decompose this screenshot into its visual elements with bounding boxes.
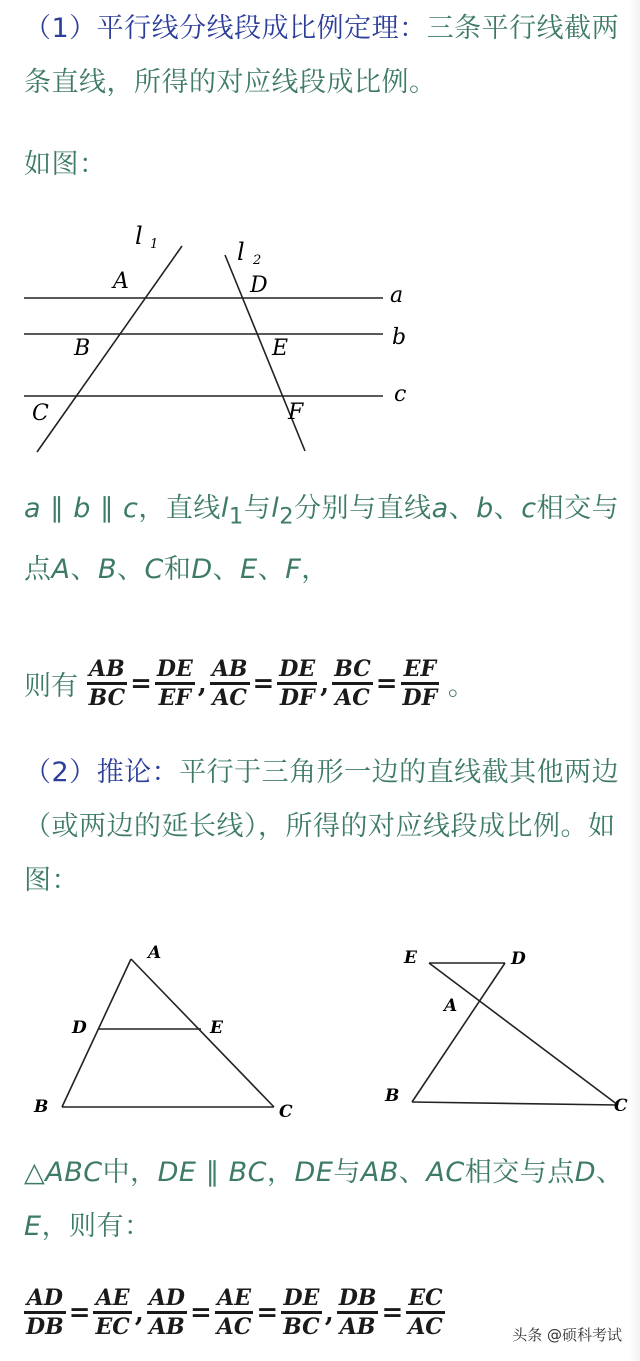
var-c: c <box>123 493 139 524</box>
text-segment: 与 <box>243 493 272 524</box>
parallel-symbol: ∥ <box>90 493 124 524</box>
text-segment: ，则有： <box>41 1211 152 1242</box>
point-F: F <box>285 554 302 586</box>
denominator: BC <box>88 685 126 711</box>
text-segment: 、 <box>70 554 98 586</box>
equals-sign: = <box>252 668 275 699</box>
corollary-paragraph <box>24 746 624 908</box>
numerator: AD <box>147 1285 187 1314</box>
theorem-text: 三条平行线截两条直线，所得的对应线段成比例。 <box>24 13 620 98</box>
numerator: AB <box>210 656 250 685</box>
var-AB: AB <box>360 1157 399 1188</box>
denominator: AC <box>335 685 370 711</box>
denominator: EC <box>95 1314 130 1340</box>
label-a: a <box>390 283 404 308</box>
point-A: A <box>51 554 71 586</box>
var-ABC: ABC <box>45 1157 103 1188</box>
numerator: AE <box>215 1285 254 1314</box>
formula-1-prefix: 则有 <box>24 671 78 702</box>
text-segment: 相交与点 <box>24 493 620 586</box>
text-segment: 和 <box>163 554 192 586</box>
var-AC: AC <box>426 1157 465 1188</box>
page-edge-shade <box>630 0 640 1361</box>
triangle-figures <box>0 930 640 1130</box>
text-segment: ， <box>301 554 329 586</box>
var-DE: DE <box>294 1157 334 1188</box>
denominator: AB <box>339 1314 376 1340</box>
denominator: DF <box>402 685 438 711</box>
label-F: F <box>288 400 304 425</box>
left-label-D: D <box>72 1018 87 1038</box>
label-c: c <box>394 382 407 407</box>
label-B: B <box>74 336 91 361</box>
numerator: DE <box>281 1285 322 1314</box>
corollary-heading: 推论： <box>96 757 180 788</box>
label-b: b <box>392 325 407 350</box>
fraction <box>87 656 128 711</box>
right-label-D: D <box>511 949 526 969</box>
theorem-heading: （1）平行线分线段成比例定理： <box>24 13 427 44</box>
label-C: C <box>32 401 49 426</box>
fraction <box>332 656 373 711</box>
numerator: AE <box>93 1285 131 1314</box>
fraction <box>93 1285 131 1340</box>
equals-sign: = <box>381 1297 404 1328</box>
denominator: AC <box>212 685 247 711</box>
point-E: E <box>240 554 258 586</box>
fraction <box>215 1285 254 1340</box>
watermark: 头条 @硕科考试 <box>508 1322 626 1347</box>
numerator: EF <box>401 656 440 685</box>
comma: , <box>324 1297 334 1328</box>
numerator: BC <box>332 656 373 685</box>
statement-2 <box>24 1146 624 1254</box>
statement-1 <box>24 482 624 597</box>
text-segment: ，直线 <box>138 493 221 524</box>
fraction <box>210 656 250 711</box>
text-segment: ， <box>267 1157 295 1188</box>
fraction <box>337 1285 379 1340</box>
text-segment: 、 <box>117 554 145 586</box>
right-label-A: A <box>444 996 458 1016</box>
label-E: E <box>272 336 289 361</box>
numerator: AD <box>24 1285 66 1314</box>
text-segment: 、 <box>257 554 286 586</box>
numerator: DE <box>277 656 317 685</box>
formula-1 <box>24 656 475 711</box>
numerator: EC <box>406 1285 445 1314</box>
var-a: a <box>24 493 42 524</box>
fraction <box>281 1285 322 1340</box>
parallel-symbol: ∥ <box>41 493 74 524</box>
corollary-number: （2） <box>24 757 97 788</box>
denominator: AC <box>216 1314 252 1340</box>
var-l1: l <box>220 493 229 524</box>
formula-2 <box>24 1285 445 1340</box>
text-segment: 、 <box>596 1157 624 1188</box>
parallel-symbol: ∥ <box>196 1157 229 1188</box>
point-E: E <box>24 1211 42 1242</box>
left-label-B: B <box>34 1097 49 1117</box>
text-segment: 分别与直线 <box>294 493 432 524</box>
equals-sign: = <box>130 668 152 699</box>
denominator: DF <box>279 685 315 711</box>
comma: , <box>320 668 330 699</box>
denominator: BC <box>283 1314 320 1340</box>
fraction <box>147 1285 187 1340</box>
figure-intro-1: 如图： <box>24 149 107 180</box>
right-label-C: C <box>614 1096 628 1116</box>
label-l1: l <box>135 222 143 250</box>
point-B: B <box>97 554 118 586</box>
label-D: D <box>250 273 268 298</box>
var-DE: DE <box>157 1157 197 1188</box>
left-label-A: A <box>148 943 162 963</box>
text-segment: 、 <box>493 493 522 524</box>
right-label-B: B <box>385 1086 400 1106</box>
equals-sign: = <box>375 668 398 699</box>
equals-sign: = <box>68 1297 91 1328</box>
text-segment: 、 <box>448 493 477 524</box>
fraction <box>401 656 440 711</box>
var-BC: BC <box>228 1157 268 1188</box>
triangle-symbol: △ <box>24 1157 46 1188</box>
label-l2-sub: 2 <box>253 253 262 268</box>
numerator: AB <box>87 656 128 685</box>
fraction <box>277 656 317 711</box>
text-segment: 与 <box>333 1157 361 1188</box>
text-segment: 、 <box>212 554 241 586</box>
comma: , <box>134 1297 144 1328</box>
left-label-E: E <box>210 1018 223 1038</box>
fraction <box>406 1285 445 1340</box>
equals-sign: = <box>256 1297 279 1328</box>
right-label-E: E <box>404 948 417 968</box>
text-segment: 中， <box>102 1157 158 1188</box>
numerator: DB <box>337 1285 379 1314</box>
fraction <box>24 1285 66 1340</box>
subscript: 2 <box>279 503 295 530</box>
numerator: DE <box>155 656 195 685</box>
text-segment: 、 <box>398 1157 427 1188</box>
denominator: DB <box>26 1314 64 1340</box>
formula-1-suffix: 。 <box>447 671 475 702</box>
equals-sign: = <box>189 1297 212 1328</box>
label-l1-sub: 1 <box>150 237 159 252</box>
subscript: 1 <box>228 503 244 530</box>
var-b: b <box>476 493 494 524</box>
denominator: AC <box>408 1314 443 1340</box>
label-l2: l <box>237 238 245 266</box>
var-l2: l <box>271 493 280 524</box>
denominator: EF <box>158 685 192 711</box>
parallel-lines-figure <box>0 215 440 460</box>
left-label-C: C <box>279 1102 293 1122</box>
var-a: a <box>431 493 449 524</box>
point-D: D <box>574 1157 597 1188</box>
denominator: AB <box>149 1314 185 1340</box>
point-C: C <box>144 554 164 586</box>
var-b: b <box>73 493 91 524</box>
fraction <box>155 656 195 711</box>
corollary-text: 平行于三角形一边的直线截其他两边（或两边的延长线），所得的对应线段成比例。如图： <box>24 757 620 896</box>
text-segment: 相交与点 <box>464 1157 575 1188</box>
comma: , <box>197 668 207 699</box>
label-A: A <box>113 269 129 294</box>
point-D: D <box>191 554 213 586</box>
theorem-paragraph <box>24 2 624 110</box>
var-c: c <box>521 493 537 524</box>
